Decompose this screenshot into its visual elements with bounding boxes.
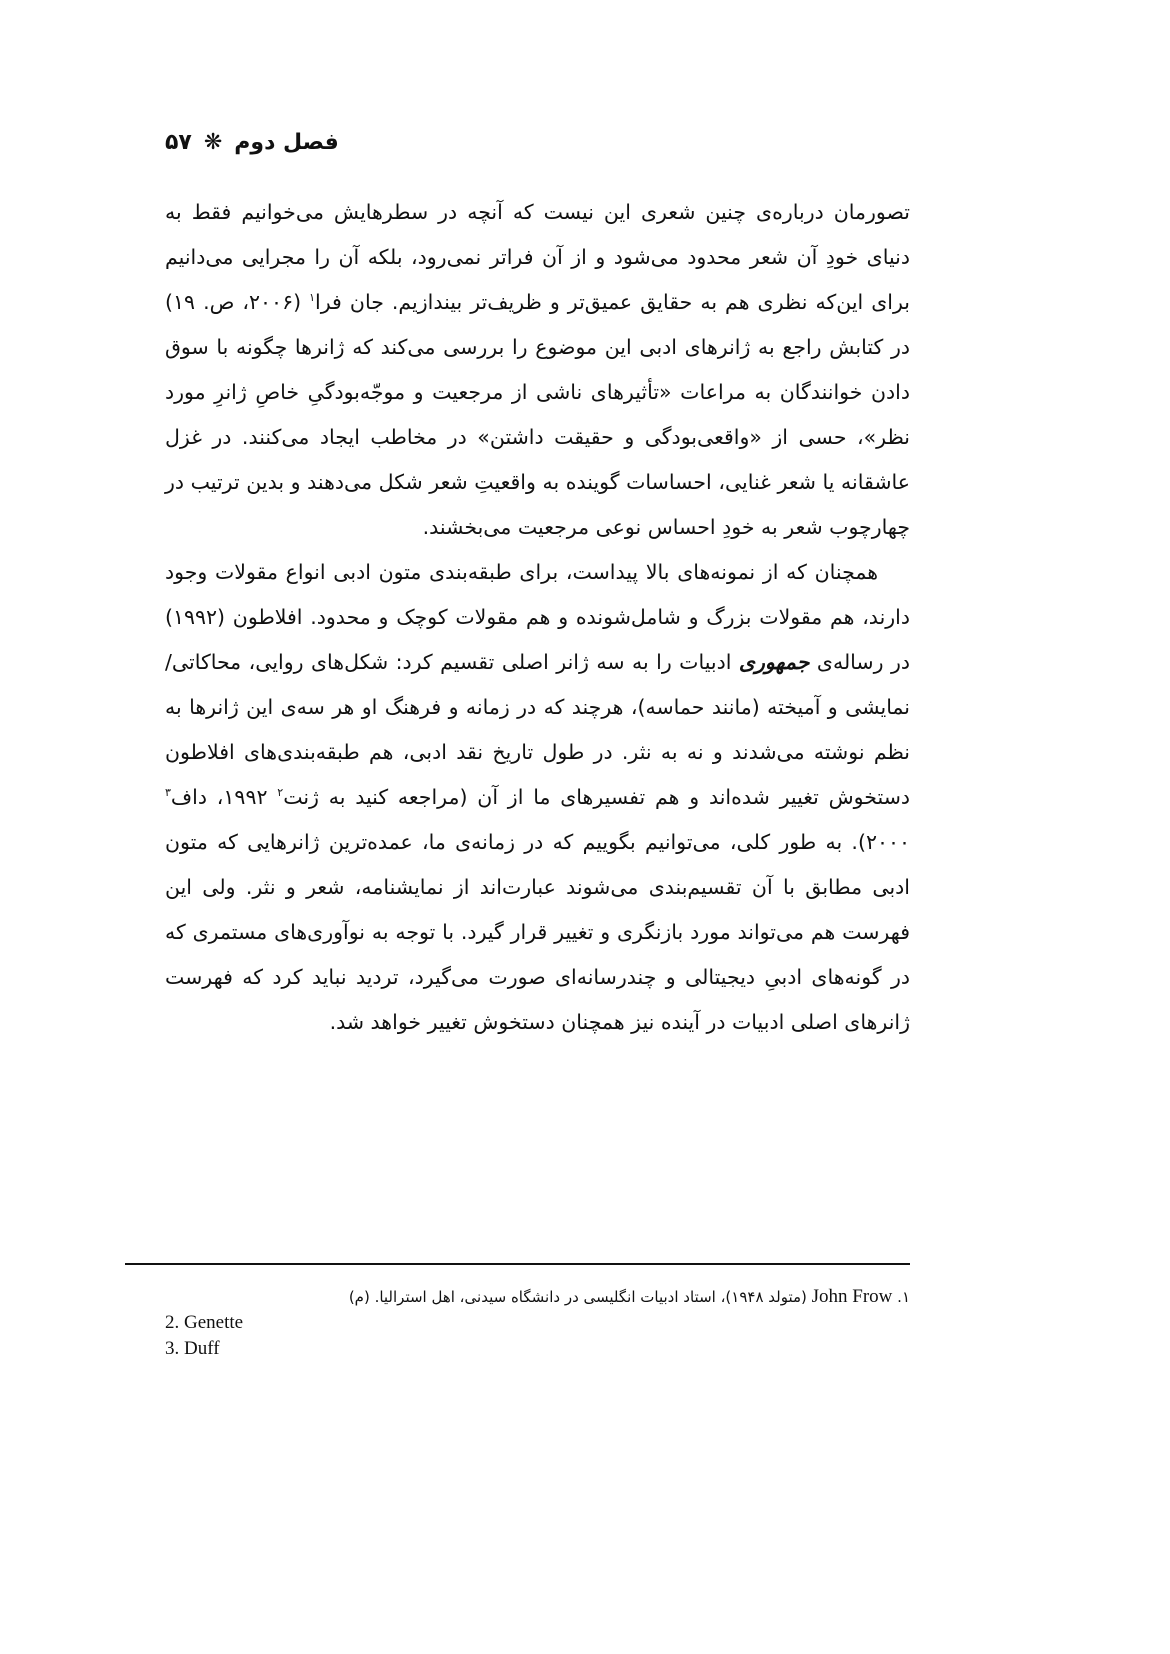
footnote-divider	[125, 1263, 910, 1265]
footnote-ref-2[interactable]: ۲	[277, 786, 284, 800]
footnote-1	[165, 1284, 910, 1310]
footnote-1-name: John Frow	[811, 1286, 893, 1307]
footnote-2: 2. Genette	[165, 1312, 244, 1333]
paragraph-2-text-d: ۲۰۰۰). به طور کلی، می‌توانیم بگوییم که در زمانه‌ی ما، عمده‌ترین ژانرهایی که متون ادبی مطابق با آن تقسیم‌بندی می‌شوند عبارت‌اند از نمایشنامه، شعر و نثر. ولی این فهرست هم می‌تواند مورد بازنگری و تغییر قرار گیرد. با توجه به نوآوری‌های مستمری که در گونه‌های ادبیِ دیجیتالی و چندرسانه‌ای صورت می‌گیرد، تردید نباید کرد که فهرست ژانرهای اصلی ادبیات در آینده نیز همچنان دستخوش تغییر خواهد شد.	[165, 830, 910, 1034]
footnotes	[165, 1284, 910, 1362]
paragraph-2-text-b: ادبیات را به سه ژانر اصلی تقسیم کرد: شکل‌های روایی، محاکاتی/نمایشی و آمیخته (مانند حماسه)، هرچند که در زمانه و فرهنگ او هر سه‌ی این ژانرها به نظم نوشته می‌شدند و نه به نثر. در طول تاریخ نقد ادبی، هم طبقه‌بندی‌های افلاطون دستخوش تغییر شده‌اند و هم تفسیرهای ما از آن (مراجعه کنید به ژنت	[165, 650, 910, 809]
asterisk-ornament-icon: ❋	[203, 129, 223, 155]
paragraph-1-text-b: (۲۰۰۶، ص. ۱۹) در کتابش راجع به ژانرهای ادبی این موضوع را بررسی می‌کند که ژانرها چگونه با سوق دادن خوانندگان به مراعات «تأثیرهای ناشی از مرجعیت و موجّه‌بودگیِ خاصِ ژانرِ مورد نظر»، حسی از «واقعی‌بودگی و حقیقت داشتن» در مخاطب ایجاد می‌کنند. در غزل عاشقانه یا شعر غنایی، احساسات گوینده به واقعیتِ شعر شکل می‌دهند و بدین ترتیب در چهارچوب شعر به خودِ احساس نوعی مرجعیت می‌بخشند.	[165, 290, 910, 539]
page-number: ۵۷	[165, 129, 192, 155]
footnote-1-text: (متولد ۱۹۴۸)، استاد ادبیات انگلیسی در دانشگاه سیدنی، اهل استرالیا. (م)	[348, 1288, 807, 1306]
footnote-ref-1[interactable]: ۱	[309, 291, 316, 305]
footnote-1-number: ۱.	[897, 1288, 910, 1306]
paragraph-1	[165, 190, 910, 550]
paragraph-2-text-a: همچنان که از نمونه‌های بالا پیداست، برای طبقه‌بندی متون ادبی انواع مقولات وجود دارند، هم مقولات بزرگ و شامل‌شونده و هم مقولات کوچک و محدود. افلاطون (۱۹۹۲) در رساله‌ی	[165, 560, 911, 674]
running-header	[165, 122, 425, 162]
paragraph-1-text-a: تصورمان درباره‌ی چنین شعری این نیست که آنچه در سطرهایش می‌خوانیم فقط به دنیای خودِ آن شعر محدود می‌شود و از آن فراتر نمی‌رود، بلکه آن را مجرایی می‌دانیم برای این‌که نظری هم به حقایق عمیق‌تر و ظریف‌تر بیندازیم. جان فرا	[165, 200, 911, 314]
paragraph-2	[165, 550, 910, 1045]
footnote-3: 3. Duff	[165, 1338, 220, 1359]
book-title-emphasis: جمهوری	[738, 650, 810, 674]
main-text	[165, 190, 910, 1045]
paragraph-2-text-c: ۱۹۹۲، داف	[170, 785, 278, 809]
footnote-ref-3[interactable]: ۳	[165, 786, 171, 800]
chapter-title: فصل دوم	[234, 129, 339, 155]
